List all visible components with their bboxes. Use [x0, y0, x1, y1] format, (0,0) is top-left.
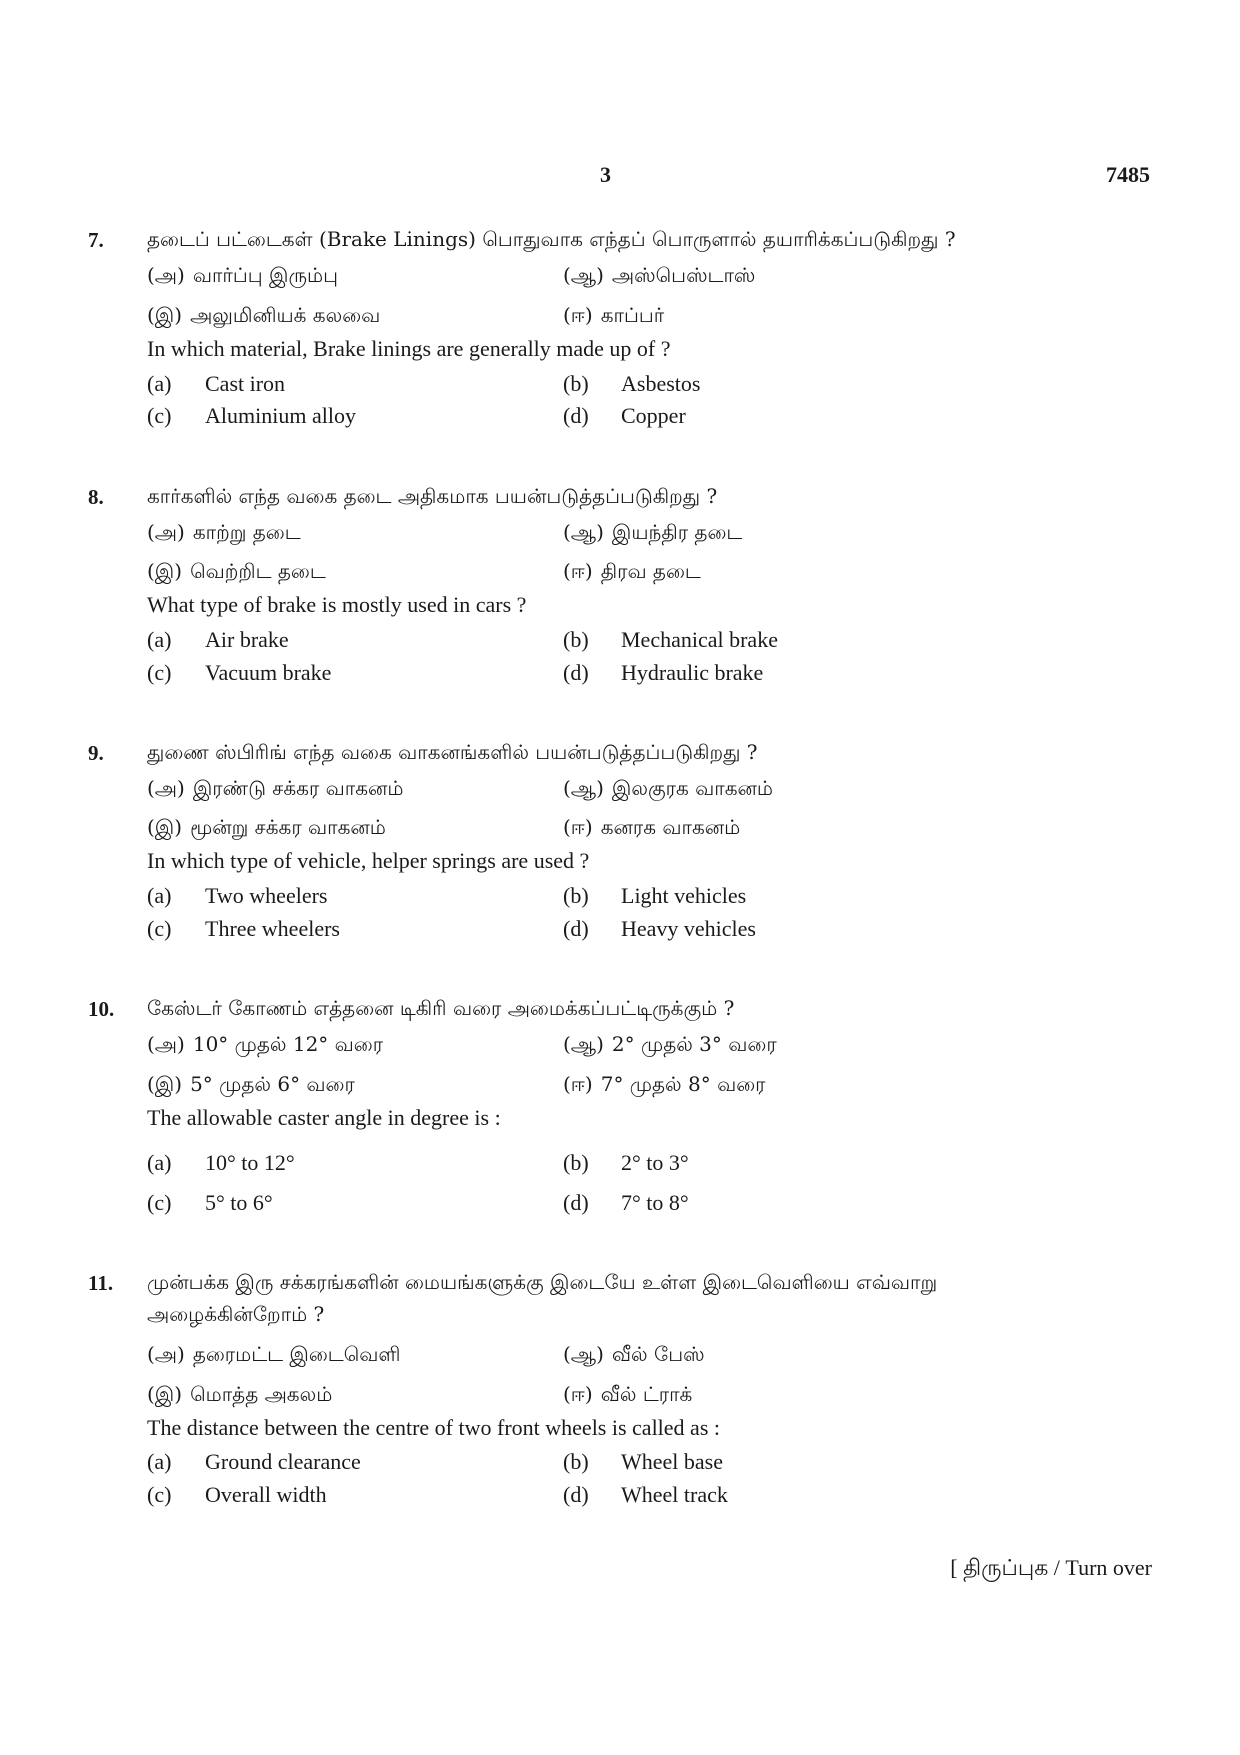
question-text-tamil: கார்களில் எந்த வகை தடை அதிகமாக பயன்படுத்தப்படுகிறது ? — [147, 484, 718, 508]
question-text-english: The distance between the centre of two front wheels is called as : — [147, 1415, 720, 1440]
english-option-b: (b) Mechanical brake — [563, 627, 778, 652]
english-option-a: (a) Cast iron — [147, 371, 286, 396]
tamil-option-d: (ஈ) திரவ தடை — [563, 559, 701, 583]
tamil-option-b: (ஆ) இயந்திர தடை — [563, 520, 743, 544]
page-header — [0, 162, 1240, 192]
page-number: 3 — [600, 162, 611, 187]
question-text-english: What type of brake is mostly used in cars ? — [147, 592, 527, 617]
question-text-tamil: தடைப் பட்டைகள் (Brake Linings) பொதுவாக எந்தப் பொருளால் தயாரிக்கப்படுகிறது ? — [147, 227, 956, 251]
tamil-option-b: (ஆ) 2° முதல் 3° வரை — [563, 1032, 777, 1056]
tamil-option-d: (ஈ) கனரக வாகனம் — [563, 815, 741, 839]
tamil-option-a: (அ) இரண்டு சக்கர வாகனம் — [147, 776, 404, 800]
tamil-option-a: (அ) தரைமட்ட இடைவெளி — [147, 1342, 401, 1366]
question-number: 8. — [88, 485, 104, 509]
question-number: 10. — [88, 997, 115, 1021]
tamil-option-b: (ஆ) அஸ்பெஸ்டாஸ் — [563, 263, 756, 287]
tamil-option-c: (இ) வெற்றிட தடை — [147, 559, 326, 583]
question-text-english: In which type of vehicle, helper springs are used ? — [147, 848, 590, 873]
question-text-english: The allowable caster angle in degree is : — [147, 1105, 501, 1130]
english-option-d: (d) Copper — [563, 403, 686, 428]
question-text-tamil: முன்பக்க இரு சக்கரங்களின் மையங்களுக்கு இடையே உள்ள இடைவெளியை எவ்வாறு — [147, 1270, 938, 1294]
english-option-c: (c) 5° to 6° — [147, 1190, 273, 1215]
english-option-a: (a) Two wheelers — [147, 883, 328, 908]
english-option-a: (a) 10° to 12° — [147, 1150, 295, 1175]
english-option-c: (c) Vacuum brake — [147, 660, 332, 685]
tamil-option-a: (அ) 10° முதல் 12° வரை — [147, 1032, 384, 1056]
tamil-option-c: (இ) அலுமினியக் கலவை — [147, 303, 381, 327]
question-text-english: In which material, Brake linings are generally made up of ? — [147, 336, 671, 361]
tamil-option-a: (அ) காற்று தடை — [147, 520, 301, 544]
tamil-option-c: (இ) மூன்று சக்கர வாகனம் — [147, 815, 386, 839]
tamil-option-a: (அ) வார்ப்பு இரும்பு — [147, 263, 338, 287]
english-option-a: (a) Air brake — [147, 627, 289, 652]
turn-over-note: [ திருப்புக / Turn over — [950, 1555, 1152, 1580]
english-option-c: (c) Overall width — [147, 1482, 327, 1507]
question-number: 7. — [88, 228, 104, 252]
english-option-b: (b) Asbestos — [563, 371, 701, 396]
question-number: 11. — [88, 1271, 114, 1295]
english-option-a: (a) Ground clearance — [147, 1449, 361, 1474]
english-option-d: (d) Wheel track — [563, 1482, 728, 1507]
tamil-option-c: (இ) மொத்த அகலம் — [147, 1382, 333, 1406]
english-option-d: (d) 7° to 8° — [563, 1190, 689, 1215]
question-text-tamil-line2: அழைக்கின்றோம் ? — [147, 1302, 325, 1326]
english-option-d: (d) Heavy vehicles — [563, 916, 756, 941]
english-option-c: (c) Three wheelers — [147, 916, 340, 941]
tamil-option-b: (ஆ) வீல் பேஸ் — [563, 1342, 705, 1366]
tamil-option-d: (ஈ) காப்பர் — [563, 303, 665, 327]
english-option-b: (b) 2° to 3° — [563, 1150, 689, 1175]
english-option-c: (c) Aluminium alloy — [147, 403, 356, 428]
question-number: 9. — [88, 741, 104, 765]
english-option-b: (b) Wheel base — [563, 1449, 723, 1474]
english-option-d: (d) Hydraulic brake — [563, 660, 764, 685]
tamil-option-d: (ஈ) 7° முதல் 8° வரை — [563, 1072, 766, 1096]
question-text-tamil: துணை ஸ்பிரிங் எந்த வகை வாகனங்களில் பயன்படுத்தப்படுகிறது ? — [147, 740, 758, 764]
question-text-tamil: கேஸ்டர் கோணம் எத்தனை டிகிரி வரை அமைக்கப்பட்டிருக்கும் ? — [147, 996, 735, 1020]
tamil-option-d: (ஈ) வீல் ட்ராக் — [563, 1382, 693, 1406]
english-option-b: (b) Light vehicles — [563, 883, 747, 908]
tamil-option-b: (ஆ) இலகுரக வாகனம் — [563, 776, 773, 800]
paper-code: 7485 — [1106, 162, 1150, 187]
tamil-option-c: (இ) 5° முதல் 6° வரை — [147, 1072, 355, 1096]
